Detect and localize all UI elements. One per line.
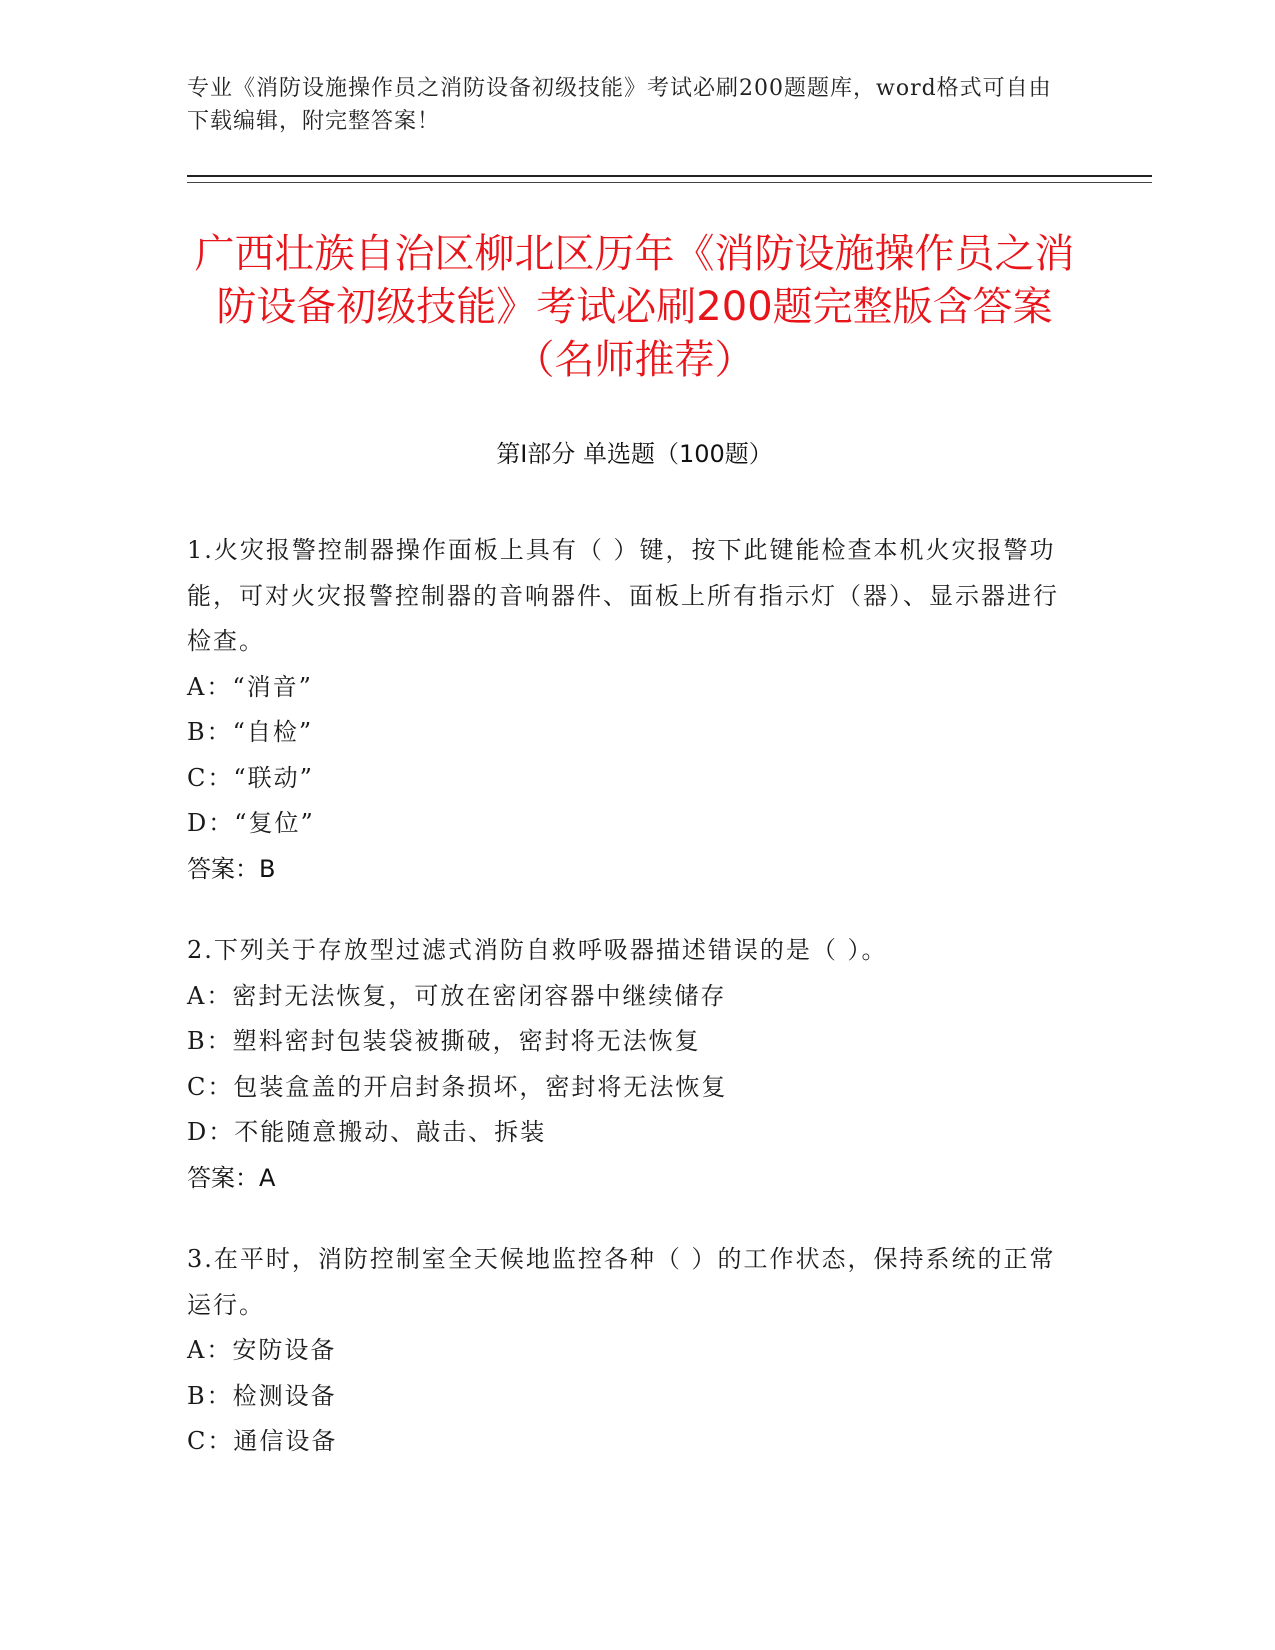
option-b: B：“自检” xyxy=(187,718,314,746)
option-c: C：通信设备 xyxy=(187,1427,338,1455)
document-title: 广西壮族自治区柳北区历年《消防设施操作员之消防设备初级技能》考试必刷200题完整版含答案（名师推荐） xyxy=(194,231,1075,383)
option-d: D：“复位” xyxy=(187,809,315,837)
header-rule-thick xyxy=(187,175,1152,177)
option-a: A：安防设备 xyxy=(187,1336,337,1364)
question-1 xyxy=(187,528,1067,892)
question-3 xyxy=(187,1237,1067,1465)
question-2 xyxy=(187,928,1067,1201)
option-b: B：检测设备 xyxy=(187,1381,337,1410)
header-note: 专业《消防设施操作员之消防设备初级技能》考试必刷200题题库，word格式可自由下载编辑，附完整答案！ xyxy=(187,76,1052,134)
option-b: B：塑料密封包装袋被撕破，密封将无法恢复 xyxy=(187,1027,701,1055)
option-d: D：不能随意搬动、敲击、拆装 xyxy=(187,1118,547,1146)
option-c: C：“联动” xyxy=(187,763,314,792)
question-list xyxy=(187,528,1067,1501)
header-rule-thin xyxy=(187,182,1152,183)
question-stem: 3.在平时，消防控制室全天候地监控各种（ ）的工作状态，保持系统的正常运行。 xyxy=(187,1245,1056,1319)
question-stem: 1.火灾报警控制器操作面板上具有（ ）键，按下此键能检查本机火灾报警功能，可对火灾报警控制器的音响器件、面板上所有指示灯（器）、显示器进行检查。 xyxy=(187,536,1059,655)
question-stem: 2.下列关于存放型过滤式消防自救呼吸器描述错误的是（ ）。 xyxy=(187,936,888,964)
option-a: A：“消音” xyxy=(187,672,313,701)
option-a: A：密封无法恢复，可放在密闭容器中继续储存 xyxy=(187,981,727,1010)
option-c: C：包装盒盖的开启封条损坏，密封将无法恢复 xyxy=(187,1072,728,1101)
section-title: 第I部分 单选题（100题） xyxy=(496,440,773,468)
answer-line: 答案：B xyxy=(187,854,276,883)
answer-line: 答案：A xyxy=(187,1163,276,1192)
